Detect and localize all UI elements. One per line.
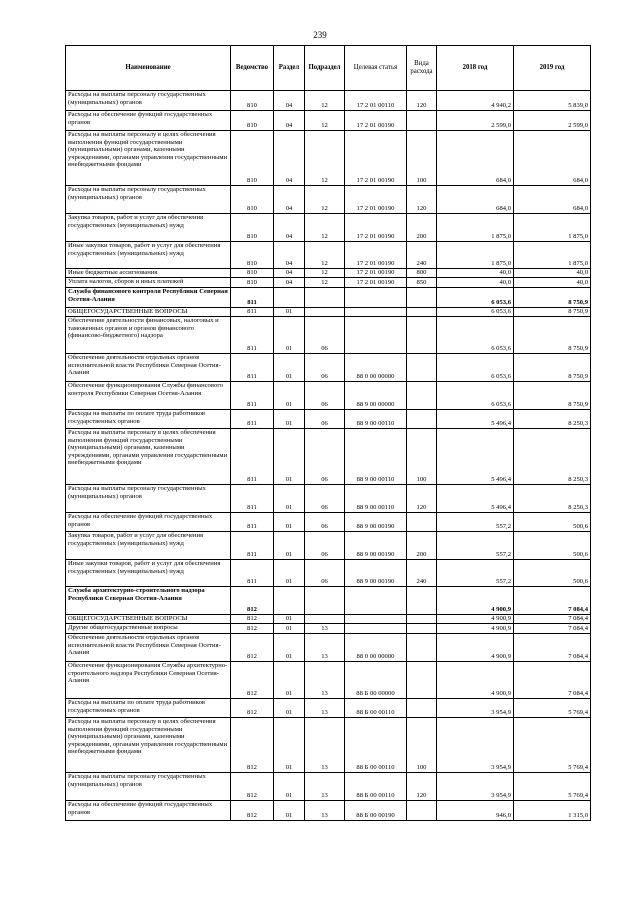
cell-target: 17 2 01 00190	[345, 278, 407, 288]
cell-2018: 40,0	[437, 269, 514, 278]
cell-name: Обеспечение деятельности финансовых, налоговых и таможенных органов и органов финансового (финансово-бюджетного) надзора	[66, 317, 231, 354]
cell-name: Расходы на выплаты персоналу государственных (муниципальных) органов	[66, 91, 231, 111]
cell-target: 17 2 01 00190	[345, 111, 407, 131]
cell-target	[345, 288, 407, 308]
cell-name: Обеспечение деятельности отдельных органов исполнительной власти Республики Северная Осетия-Алания	[66, 634, 231, 662]
cell-ministry: 810	[231, 278, 274, 288]
cell-2019: 7 084,4	[514, 662, 591, 699]
cell-target	[345, 308, 407, 317]
cell-target: 17 2 01 00190	[345, 242, 407, 269]
cell-2018: 3 954,9	[437, 699, 514, 718]
cell-subsection: 13	[305, 699, 345, 718]
table-row	[66, 773, 591, 801]
cell-2018: 2 599,0	[437, 111, 514, 131]
cell-section: 04	[274, 111, 305, 131]
table-row	[66, 513, 591, 532]
cell-2018: 5 496,4	[437, 410, 514, 429]
cell-expense-type	[407, 317, 437, 354]
table-row	[66, 624, 591, 634]
cell-subsection: 06	[305, 382, 345, 410]
cell-subsection: 12	[305, 131, 345, 186]
cell-subsection: 12	[305, 242, 345, 269]
cell-expense-type	[407, 801, 437, 821]
cell-2018: 6 053,6	[437, 317, 514, 354]
cell-subsection: 06	[305, 354, 345, 382]
table-row	[66, 91, 591, 111]
cell-expense-type: 100	[407, 131, 437, 186]
cell-target: 88 9 00 00110	[345, 410, 407, 429]
cell-name: Обеспечение функционирования Службы финансового контроля Республики Северная Осетия-Алания	[66, 382, 231, 410]
cell-expense-type	[407, 354, 437, 382]
cell-subsection: 12	[305, 278, 345, 288]
cell-2019: 8 750,9	[514, 288, 591, 308]
cell-target: 88 9 00 00190	[345, 560, 407, 587]
cell-subsection: 12	[305, 269, 345, 278]
cell-name: Расходы на выплаты персоналу государственных (муниципальных) органов	[66, 485, 231, 513]
cell-target: 17 2 01 00110	[345, 91, 407, 111]
cell-2018: 1 875,0	[437, 242, 514, 269]
cell-target: 88 9 00 00190	[345, 513, 407, 532]
table-row	[66, 382, 591, 410]
cell-section: 04	[274, 186, 305, 214]
cell-2018: 40,0	[437, 278, 514, 288]
cell-2019: 8 750,9	[514, 308, 591, 317]
cell-section: 04	[274, 131, 305, 186]
cell-subsection: 12	[305, 91, 345, 111]
cell-target: 17 2 01 00190	[345, 186, 407, 214]
cell-subsection: 06	[305, 485, 345, 513]
cell-name: Служба финансового контроля Республики Северная Осетия-Алания	[66, 288, 231, 308]
cell-ministry: 811	[231, 317, 274, 354]
table-row	[66, 560, 591, 587]
cell-ministry: 811	[231, 382, 274, 410]
cell-name: Иные бюджетные ассигнования	[66, 269, 231, 278]
cell-target: 88 9 00 00110	[345, 485, 407, 513]
table-row	[66, 587, 591, 615]
cell-name: Иные закупки товаров, работ и услуг для обеспечения государственных (муниципальных) нужд	[66, 242, 231, 269]
cell-ministry: 811	[231, 429, 274, 485]
cell-section: 01	[274, 317, 305, 354]
cell-expense-type: 200	[407, 532, 437, 560]
cell-2019: 684,0	[514, 131, 591, 186]
cell-target: 88 0 00 00000	[345, 634, 407, 662]
cell-section: 01	[274, 308, 305, 317]
cell-subsection: 06	[305, 532, 345, 560]
cell-name: Расходы на выплаты по оплате труда работников государственных органов	[66, 410, 231, 429]
cell-name: ОБЩЕГОСУДАРСТВЕННЫЕ ВОПРОСЫ	[66, 615, 231, 624]
cell-expense-type	[407, 634, 437, 662]
cell-2019: 5 769,4	[514, 773, 591, 801]
cell-ministry: 812	[231, 773, 274, 801]
cell-2019: 684,0	[514, 186, 591, 214]
cell-target: 88 Б 00 00110	[345, 699, 407, 718]
table-row	[66, 410, 591, 429]
table-row	[66, 485, 591, 513]
cell-subsection: 13	[305, 773, 345, 801]
cell-section: 01	[274, 699, 305, 718]
cell-target: 88 0 00 00000	[345, 354, 407, 382]
cell-subsection: 13	[305, 634, 345, 662]
cell-2018: 4 900,9	[437, 662, 514, 699]
cell-name: Уплата налогов, сборов и иных платежей	[66, 278, 231, 288]
cell-target	[345, 615, 407, 624]
cell-subsection: 13	[305, 801, 345, 821]
table-row	[66, 308, 591, 317]
cell-section	[274, 288, 305, 308]
cell-expense-type	[407, 662, 437, 699]
cell-expense-type	[407, 288, 437, 308]
cell-expense-type	[407, 624, 437, 634]
cell-section: 01	[274, 801, 305, 821]
cell-section: 04	[274, 269, 305, 278]
cell-section: 01	[274, 410, 305, 429]
cell-expense-type	[407, 587, 437, 615]
cell-subsection	[305, 615, 345, 624]
cell-ministry: 812	[231, 587, 274, 615]
cell-section: 01	[274, 382, 305, 410]
cell-2019: 1 875,0	[514, 214, 591, 242]
cell-target: 17 2 01 00190	[345, 214, 407, 242]
cell-target	[345, 317, 407, 354]
cell-2019: 1 315,0	[514, 801, 591, 821]
table-row	[66, 699, 591, 718]
cell-expense-type	[407, 699, 437, 718]
cell-2019: 7 084,4	[514, 587, 591, 615]
cell-expense-type: 240	[407, 242, 437, 269]
cell-ministry: 810	[231, 91, 274, 111]
cell-name: Расходы на выплаты персоналу государственных (муниципальных) органов	[66, 186, 231, 214]
cell-target: 17 2 01 00190	[345, 269, 407, 278]
cell-section: 01	[274, 560, 305, 587]
table-row	[66, 278, 591, 288]
cell-ministry: 811	[231, 513, 274, 532]
cell-subsection	[305, 587, 345, 615]
cell-target: 88 9 00 00190	[345, 532, 407, 560]
cell-section: 01	[274, 429, 305, 485]
cell-section: 01	[274, 718, 305, 773]
cell-section: 01	[274, 485, 305, 513]
cell-2019: 1 875,0	[514, 242, 591, 269]
cell-ministry: 810	[231, 214, 274, 242]
cell-2018: 557,2	[437, 560, 514, 587]
cell-2019: 7 084,4	[514, 634, 591, 662]
cell-subsection: 12	[305, 111, 345, 131]
budget-table	[65, 45, 591, 821]
table-row	[66, 718, 591, 773]
header-target: Целевая статья	[345, 46, 407, 91]
table-row	[66, 615, 591, 624]
cell-2018: 4 900,9	[437, 587, 514, 615]
cell-ministry: 810	[231, 186, 274, 214]
cell-expense-type	[407, 308, 437, 317]
cell-section: 04	[274, 214, 305, 242]
cell-target: 88 9 00 00000	[345, 382, 407, 410]
cell-expense-type	[407, 513, 437, 532]
cell-expense-type: 120	[407, 91, 437, 111]
cell-ministry: 812	[231, 615, 274, 624]
page-number: 239	[313, 30, 327, 40]
cell-2019: 40,0	[514, 269, 591, 278]
cell-section: 01	[274, 615, 305, 624]
table-row	[66, 186, 591, 214]
cell-subsection: 06	[305, 429, 345, 485]
cell-ministry: 812	[231, 624, 274, 634]
cell-name: Расходы на обеспечение функций государственных органов	[66, 111, 231, 131]
cell-ministry: 812	[231, 634, 274, 662]
cell-2019: 2 599,0	[514, 111, 591, 131]
cell-ministry: 812	[231, 718, 274, 773]
cell-expense-type: 120	[407, 186, 437, 214]
cell-2018: 5 496,4	[437, 485, 514, 513]
cell-target: 88 9 00 00110	[345, 429, 407, 485]
cell-name: Расходы на выплаты персоналу государственных (муниципальных) органов	[66, 773, 231, 801]
cell-expense-type: 800	[407, 269, 437, 278]
cell-section: 04	[274, 242, 305, 269]
cell-2019: 7 084,4	[514, 615, 591, 624]
header-2018: 2018 год	[437, 46, 514, 91]
cell-subsection: 06	[305, 513, 345, 532]
cell-2018: 3 954,9	[437, 718, 514, 773]
cell-2019: 5 769,4	[514, 718, 591, 773]
cell-2019: 8 750,9	[514, 382, 591, 410]
cell-section: 04	[274, 91, 305, 111]
cell-expense-type: 120	[407, 485, 437, 513]
cell-2018: 946,0	[437, 801, 514, 821]
cell-name: Закупка товаров, работ и услуг для обеспечения государственных (муниципальных) нужд	[66, 214, 231, 242]
cell-name: Расходы на выплаты персоналу в целях обеспечения выполнения функций государственными (муниципальными) органами, казенными учреждениями, органами управления государственными внебюджетными фондами	[66, 718, 231, 773]
cell-subsection: 12	[305, 186, 345, 214]
cell-section: 01	[274, 624, 305, 634]
cell-name: ОБЩЕГОСУДАРСТВЕННЫЕ ВОПРОСЫ	[66, 308, 231, 317]
cell-ministry: 811	[231, 308, 274, 317]
header-ministry: Ведомство	[231, 46, 274, 91]
cell-subsection: 06	[305, 560, 345, 587]
cell-section: 01	[274, 532, 305, 560]
cell-2019: 8 250,3	[514, 410, 591, 429]
cell-ministry: 812	[231, 801, 274, 821]
cell-ministry: 811	[231, 560, 274, 587]
cell-section: 01	[274, 773, 305, 801]
cell-2018: 4 900,9	[437, 624, 514, 634]
cell-section: 04	[274, 278, 305, 288]
cell-2019: 500,6	[514, 513, 591, 532]
cell-2018: 6 053,6	[437, 382, 514, 410]
cell-2019: 5 839,0	[514, 91, 591, 111]
cell-ministry: 810	[231, 111, 274, 131]
table-row	[66, 634, 591, 662]
cell-2019: 8 250,3	[514, 429, 591, 485]
cell-2018: 4 900,9	[437, 634, 514, 662]
cell-target: 88 Б 00 00110	[345, 773, 407, 801]
cell-ministry: 812	[231, 662, 274, 699]
cell-section: 01	[274, 662, 305, 699]
cell-target: 88 Б 00 00110	[345, 718, 407, 773]
cell-name: Расходы на обеспечение функций государственных органов	[66, 513, 231, 532]
cell-target	[345, 624, 407, 634]
cell-ministry: 811	[231, 485, 274, 513]
table-row	[66, 317, 591, 354]
table-row	[66, 269, 591, 278]
table-body	[66, 91, 591, 821]
cell-name: Служба архитектурно-строительного надзора Республики Северная Осетия-Алания	[66, 587, 231, 615]
cell-target	[345, 587, 407, 615]
cell-subsection: 13	[305, 662, 345, 699]
cell-2018: 557,2	[437, 532, 514, 560]
cell-2019: 7 084,4	[514, 624, 591, 634]
cell-section	[274, 587, 305, 615]
cell-name: Иные закупки товаров, работ и услуг для обеспечения государственных (муниципальных) нужд	[66, 560, 231, 587]
cell-2019: 8 750,9	[514, 354, 591, 382]
cell-subsection: 06	[305, 410, 345, 429]
cell-name: Обеспечение функционирования Службы архитектурно-строительного надзора Республики Северная Осетия-Алания	[66, 662, 231, 699]
table-row	[66, 288, 591, 308]
cell-ministry: 811	[231, 532, 274, 560]
cell-name: Расходы на обеспечение функций государственных органов	[66, 801, 231, 821]
cell-2018: 684,0	[437, 131, 514, 186]
cell-name: Закупка товаров, работ и услуг для обеспечения государственных (муниципальных) нужд	[66, 532, 231, 560]
cell-subsection: 13	[305, 624, 345, 634]
cell-2018: 4 900,9	[437, 615, 514, 624]
cell-subsection	[305, 288, 345, 308]
cell-ministry: 810	[231, 269, 274, 278]
cell-ministry: 812	[231, 699, 274, 718]
cell-2019: 8 250,3	[514, 485, 591, 513]
cell-section: 01	[274, 354, 305, 382]
table-row	[66, 111, 591, 131]
cell-expense-type: 120	[407, 773, 437, 801]
cell-expense-type: 850	[407, 278, 437, 288]
table-row	[66, 532, 591, 560]
cell-expense-type	[407, 410, 437, 429]
cell-expense-type: 100	[407, 429, 437, 485]
cell-2018: 6 053,6	[437, 354, 514, 382]
cell-ministry: 811	[231, 288, 274, 308]
cell-expense-type: 200	[407, 214, 437, 242]
table-row	[66, 801, 591, 821]
cell-target: 88 Б 00 00000	[345, 662, 407, 699]
cell-2018: 6 053,6	[437, 308, 514, 317]
cell-name: Расходы на выплаты персоналу в целях обеспечения выполнения функций государственными (муниципальными) органами, казенными учреждениями, органами управления государственными внебюджетными фондами	[66, 429, 231, 485]
table-row	[66, 662, 591, 699]
cell-ministry: 810	[231, 131, 274, 186]
header-name: Наименование	[66, 46, 231, 91]
cell-section: 01	[274, 513, 305, 532]
cell-2019: 40,0	[514, 278, 591, 288]
header-2019: 2019 год	[514, 46, 591, 91]
cell-target: 17 2 01 00190	[345, 131, 407, 186]
table-row	[66, 242, 591, 269]
cell-subsection: 12	[305, 214, 345, 242]
cell-subsection: 06	[305, 317, 345, 354]
cell-2018: 5 496,4	[437, 429, 514, 485]
cell-2018: 3 954,9	[437, 773, 514, 801]
cell-name: Расходы на выплаты персоналу в целях обеспечения выполнения функций государственными (муниципальными) органами, казенными учреждениями, органами управления государственными внебюджетными фондами	[66, 131, 231, 186]
cell-expense-type	[407, 382, 437, 410]
table-row	[66, 429, 591, 485]
cell-ministry: 811	[231, 410, 274, 429]
cell-target: 88 Б 00 00190	[345, 801, 407, 821]
cell-subsection: 13	[305, 718, 345, 773]
cell-ministry: 810	[231, 242, 274, 269]
cell-2018: 684,0	[437, 186, 514, 214]
header-subsection: Подраздел	[305, 46, 345, 91]
cell-subsection	[305, 308, 345, 317]
cell-2019: 500,6	[514, 560, 591, 587]
cell-name: Другие общегосударственные вопросы	[66, 624, 231, 634]
cell-2018: 1 875,0	[437, 214, 514, 242]
cell-expense-type	[407, 111, 437, 131]
cell-expense-type: 100	[407, 718, 437, 773]
cell-name: Расходы на выплаты по оплате труда работников государственных органов	[66, 699, 231, 718]
cell-section: 01	[274, 634, 305, 662]
table-row	[66, 354, 591, 382]
cell-2018: 4 940,2	[437, 91, 514, 111]
cell-2018: 6 053,6	[437, 288, 514, 308]
header-expense-type: Вида расхода	[407, 46, 437, 91]
cell-expense-type	[407, 615, 437, 624]
table-row	[66, 131, 591, 186]
cell-2018: 557,2	[437, 513, 514, 532]
table-row	[66, 214, 591, 242]
cell-2019: 8 750,9	[514, 317, 591, 354]
cell-2019: 500,6	[514, 532, 591, 560]
cell-ministry: 811	[231, 354, 274, 382]
table-header-row	[66, 46, 591, 91]
cell-expense-type: 240	[407, 560, 437, 587]
header-section: Раздел	[274, 46, 305, 91]
cell-name: Обеспечение деятельности отдельных органов исполнительной власти Республики Северная Осетия-Алания	[66, 354, 231, 382]
cell-2019: 5 769,4	[514, 699, 591, 718]
